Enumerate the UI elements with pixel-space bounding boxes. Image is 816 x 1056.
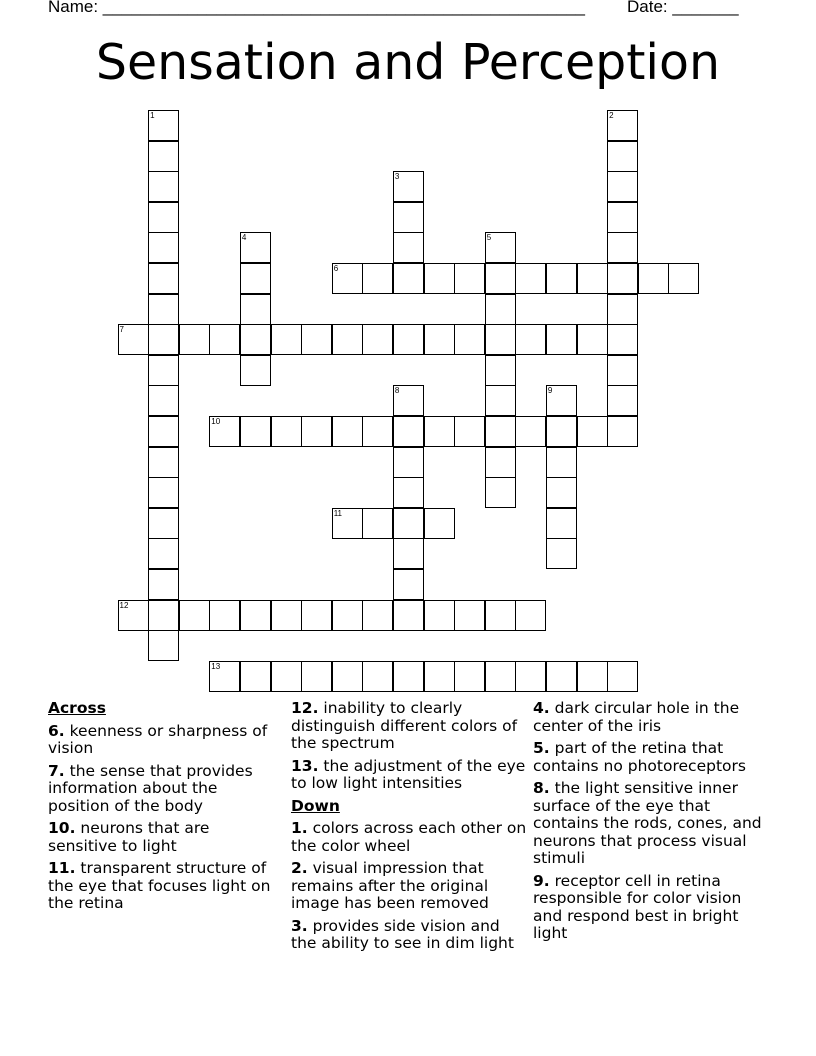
crossword-cell[interactable] — [546, 385, 577, 416]
clue-number: 12. — [291, 699, 319, 717]
crossword-cell[interactable] — [362, 661, 393, 692]
crossword-cell[interactable] — [148, 416, 179, 447]
crossword-cell[interactable] — [546, 416, 577, 447]
clue-down-3 — [291, 918, 527, 953]
crossword-cell[interactable] — [485, 385, 516, 416]
crossword-cell[interactable] — [240, 416, 271, 447]
cell-number: 4 — [241, 233, 247, 243]
crossword-cell[interactable] — [454, 416, 485, 447]
crossword-cell[interactable] — [607, 202, 638, 233]
clue-number: 8. — [533, 779, 550, 797]
crossword-cell[interactable] — [515, 263, 546, 294]
crossword-cell[interactable] — [485, 600, 516, 631]
crossword-cell[interactable] — [240, 600, 271, 631]
crossword-cell[interactable] — [393, 171, 424, 202]
crossword-cell[interactable] — [362, 600, 393, 631]
clue-across-12 — [291, 700, 527, 753]
crossword-cell[interactable] — [424, 263, 455, 294]
crossword-cell[interactable] — [209, 416, 240, 447]
crossword-cell[interactable] — [485, 477, 516, 508]
clue-text: provides side vision and the ability to see in dim light — [291, 916, 514, 952]
crossword-cell[interactable] — [362, 416, 393, 447]
crossword-cell[interactable] — [271, 661, 302, 692]
clue-number: 5. — [533, 739, 550, 757]
crossword-cell[interactable] — [240, 232, 271, 263]
crossword-cell[interactable] — [546, 508, 577, 539]
clue-number: 9. — [533, 871, 550, 890]
crossword-cell[interactable] — [607, 661, 638, 692]
crossword-cell[interactable] — [454, 324, 485, 355]
cell-number: 11 — [333, 508, 342, 518]
crossword-cell[interactable] — [118, 600, 149, 631]
down-heading: Down — [291, 796, 340, 815]
crossword-cell[interactable] — [607, 385, 638, 416]
clue-text: neurons that are sensitive to light — [48, 819, 210, 855]
crossword-cell[interactable] — [332, 600, 363, 631]
crossword-cell[interactable] — [148, 477, 179, 508]
crossword-cell[interactable] — [209, 600, 240, 631]
crossword-cell[interactable] — [424, 324, 455, 355]
crossword-cell[interactable] — [577, 416, 608, 447]
clue-number: 6. — [48, 721, 65, 740]
crossword-cell[interactable] — [546, 538, 577, 569]
crossword-cell[interactable] — [301, 661, 332, 692]
clue-down-1 — [291, 820, 527, 855]
crossword-cell[interactable] — [577, 324, 608, 355]
crossword-cell[interactable] — [393, 416, 424, 447]
crossword-cell[interactable] — [393, 661, 424, 692]
crossword-cell[interactable] — [454, 263, 485, 294]
crossword-cell[interactable] — [454, 661, 485, 692]
crossword-cell[interactable] — [240, 294, 271, 325]
clue-down-5 — [533, 740, 763, 775]
crossword-cell[interactable] — [393, 569, 424, 600]
clue-text: colors across each other on the color wheel — [291, 819, 527, 855]
crossword-cell[interactable] — [332, 416, 363, 447]
crossword-cell[interactable] — [148, 294, 179, 325]
crossword-cell[interactable] — [607, 263, 638, 294]
crossword-cell[interactable] — [393, 600, 424, 631]
crossword-cell[interactable] — [485, 661, 516, 692]
crossword-cell[interactable] — [546, 661, 577, 692]
cell-number: 5 — [486, 233, 492, 243]
crossword-cell[interactable] — [607, 355, 638, 386]
clue-text: dark circular hole in the center of the iris — [533, 699, 740, 735]
crossword-cell[interactable] — [546, 324, 577, 355]
crossword-cell[interactable] — [577, 661, 608, 692]
clue-across-13 — [291, 758, 527, 793]
clue-number: 11. — [48, 859, 76, 877]
crossword-cell[interactable] — [148, 538, 179, 569]
across-heading: Across — [48, 699, 106, 717]
crossword-cell[interactable] — [424, 661, 455, 692]
crossword-cell[interactable] — [393, 263, 424, 294]
crossword-cell[interactable] — [546, 477, 577, 508]
crossword-cell[interactable] — [332, 508, 363, 539]
page-title: Sensation and Perception — [95, 34, 721, 91]
clue-number: 13. — [291, 756, 319, 775]
crossword-cell[interactable] — [607, 232, 638, 263]
crossword-cell[interactable] — [148, 202, 179, 233]
name-field-label[interactable]: Name: ___________________________________________________ — [48, 0, 585, 16]
crossword-cell[interactable] — [515, 600, 546, 631]
clue-column-3 — [533, 700, 763, 948]
crossword-cell[interactable] — [148, 324, 179, 355]
crossword-cell[interactable] — [148, 232, 179, 263]
crossword-cell[interactable] — [148, 385, 179, 416]
crossword-cell[interactable] — [179, 324, 210, 355]
crossword-cell[interactable] — [240, 355, 271, 386]
crossword-cell[interactable] — [393, 232, 424, 263]
crossword-cell[interactable] — [638, 263, 669, 294]
crossword-cell[interactable] — [424, 508, 455, 539]
clue-text: the light sensitive inner surface of the eye that contains the rods, cones, and neurons that process visual stimuli — [533, 779, 762, 867]
crossword-cell[interactable] — [668, 263, 699, 294]
clue-down-4 — [533, 700, 763, 735]
crossword-cell[interactable] — [393, 447, 424, 478]
crossword-cell[interactable] — [485, 416, 516, 447]
crossword-cell[interactable] — [607, 141, 638, 172]
crossword-cell[interactable] — [301, 416, 332, 447]
clue-text: receptor cell in retina responsible for color vision and respond best in bright light — [533, 871, 742, 942]
cell-number: 3 — [394, 172, 400, 182]
clue-number: 7. — [48, 761, 65, 780]
crossword-cell[interactable] — [485, 294, 516, 325]
crossword-cell[interactable] — [546, 263, 577, 294]
clue-number: 2. — [291, 859, 308, 877]
clue-text: the adjustment of the eye to low light intensities — [291, 756, 526, 792]
crossword-cell[interactable] — [148, 508, 179, 539]
crossword-cell[interactable] — [393, 508, 424, 539]
crossword-cell[interactable] — [271, 324, 302, 355]
cell-number: 12 — [119, 600, 129, 610]
cell-number: 9 — [547, 386, 553, 396]
clue-text: visual impression that remains after the original image has been removed — [291, 859, 489, 912]
cell-number: 8 — [394, 386, 400, 396]
clue-across-11 — [48, 860, 280, 913]
crossword-cell[interactable] — [362, 263, 393, 294]
crossword-cell[interactable] — [607, 416, 638, 447]
crossword-cell[interactable] — [332, 263, 363, 294]
clue-text: transparent structure of the eye that focuses light on the retina — [48, 859, 271, 912]
crossword-cell[interactable] — [148, 141, 179, 172]
crossword-cell[interactable] — [515, 416, 546, 447]
crossword-cell[interactable] — [148, 600, 179, 631]
crossword-cell[interactable] — [301, 600, 332, 631]
crossword-cell[interactable] — [424, 416, 455, 447]
crossword-cell[interactable] — [362, 324, 393, 355]
crossword-cell[interactable] — [485, 263, 516, 294]
clue-text: inability to clearly distinguish different colors of the spectrum — [291, 699, 518, 752]
crossword-cell[interactable] — [607, 294, 638, 325]
clue-down-9 — [533, 873, 763, 943]
crossword-cell[interactable] — [148, 355, 179, 386]
clue-down-8 — [533, 780, 763, 868]
crossword-cell[interactable] — [454, 600, 485, 631]
crossword-cell[interactable] — [485, 355, 516, 386]
clue-text: the sense that provides information about the position of the body — [48, 761, 253, 815]
crossword-cell[interactable] — [148, 171, 179, 202]
crossword-cell[interactable] — [393, 202, 424, 233]
crossword-cell[interactable] — [148, 263, 179, 294]
crossword-cell[interactable] — [362, 508, 393, 539]
crossword-cell[interactable] — [393, 538, 424, 569]
crossword-cell[interactable] — [393, 324, 424, 355]
clue-number: 4. — [533, 699, 550, 717]
crossword-cell[interactable] — [179, 600, 210, 631]
date-field-label[interactable]: Date: _______ — [627, 0, 739, 16]
crossword-cell[interactable] — [424, 600, 455, 631]
crossword-cell[interactable] — [393, 385, 424, 416]
crossword-cell[interactable] — [148, 110, 179, 141]
crossword-cell[interactable] — [240, 324, 271, 355]
clue-number: 3. — [291, 916, 308, 935]
crossword-cell[interactable] — [118, 324, 149, 355]
cell-number: 13 — [211, 661, 221, 671]
crossword-cell[interactable] — [607, 171, 638, 202]
crossword-cell[interactable] — [240, 661, 271, 692]
crossword-cell[interactable] — [577, 263, 608, 294]
clue-down-2 — [291, 860, 527, 913]
crossword-cell[interactable] — [515, 324, 546, 355]
crossword-cell[interactable] — [271, 600, 302, 631]
crossword-cell[interactable] — [148, 569, 179, 600]
crossword-cell[interactable] — [148, 447, 179, 478]
clue-text: part of the retina that contains no photoreceptors — [533, 739, 746, 775]
clue-text: keenness or sharpness of vision — [48, 721, 268, 757]
clue-column-1 — [48, 700, 280, 918]
crossword-cell[interactable] — [240, 263, 271, 294]
cell-number: 6 — [333, 264, 339, 273]
crossword-cell[interactable] — [332, 324, 363, 355]
crossword-cell[interactable] — [209, 324, 240, 355]
cell-number: 1 — [150, 111, 155, 120]
cell-number: 7 — [119, 325, 124, 335]
clue-across-6 — [48, 723, 280, 758]
clue-number: 10. — [48, 819, 76, 837]
crossword-cell[interactable] — [301, 324, 332, 355]
clue-number: 1. — [291, 819, 308, 837]
crossword-cell[interactable] — [209, 661, 240, 692]
crossword-cell[interactable] — [271, 416, 302, 447]
crossword-cell[interactable] — [546, 447, 577, 478]
crossword-cell[interactable] — [485, 324, 516, 355]
crossword-cell[interactable] — [148, 630, 179, 661]
clue-across-10 — [48, 820, 280, 855]
clue-across-7 — [48, 763, 280, 816]
crossword-cell[interactable] — [607, 324, 638, 355]
crossword-cell[interactable] — [393, 477, 424, 508]
crossword-cell[interactable] — [515, 661, 546, 692]
crossword-cell[interactable] — [607, 110, 638, 141]
crossword-cell[interactable] — [332, 661, 363, 692]
clue-column-2 — [291, 700, 527, 958]
cell-number: 10 — [211, 417, 221, 426]
crossword-cell[interactable] — [485, 447, 516, 478]
cell-number: 2 — [609, 111, 614, 120]
crossword-cell[interactable] — [485, 232, 516, 263]
